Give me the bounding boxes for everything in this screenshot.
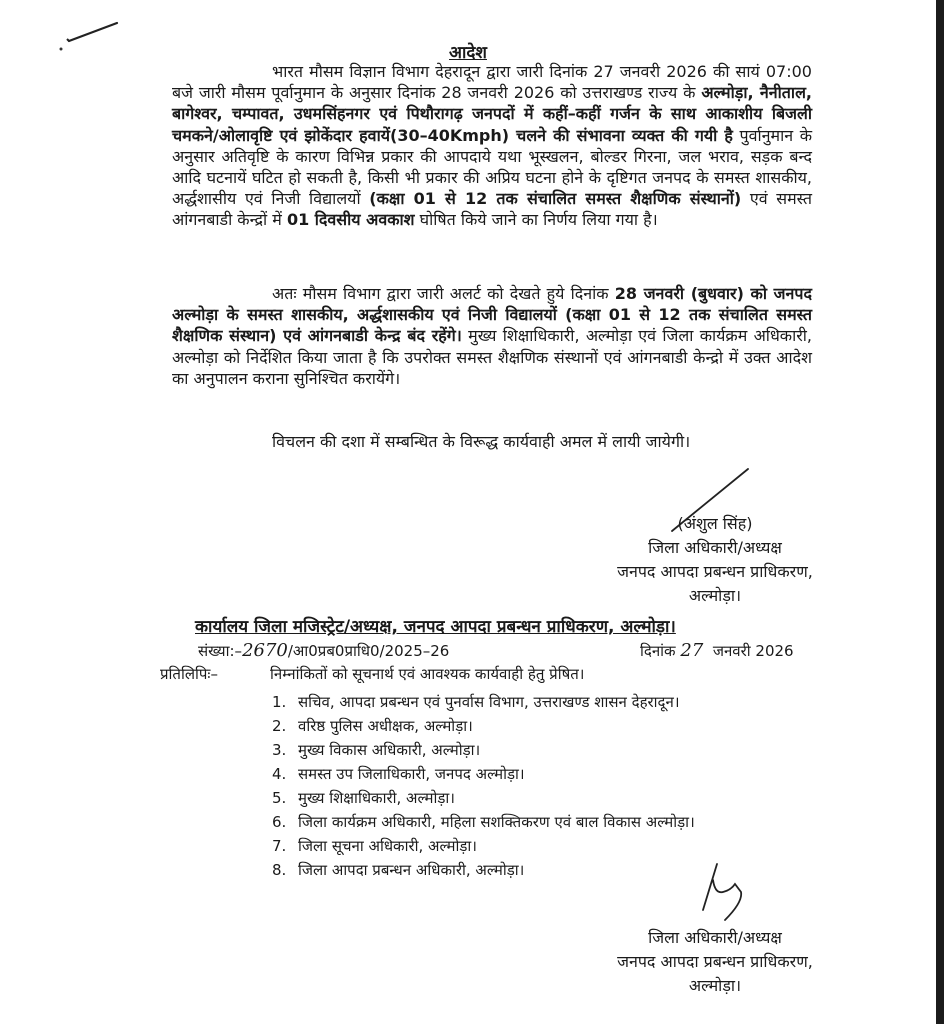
- signatory-place: अल्मोड़ा।: [688, 976, 742, 995]
- signatory-designation: जिला अधिकारी/अध्यक्ष: [648, 928, 782, 947]
- order-paragraph-1: भारत मौसम विज्ञान विभाग देहरादून द्वारा जारी दिनांक 27 जनवरी 2026 की सायं 07:00 बजे जारी मौसम पूर्वानुमान के अनुसार दिनांक 28 जनवरी 2026 को उत्तराखण्ड राज्य के अल्मोड़ा, नैनीताल, बागेश्वर, चम्पावत, उधमसिंहनगर एवं पिथौरागढ़ जनपदों में कहीं–कहीं गर्जन के साथ आकाशीय बिजली चमकने/ओलावृष्टि एवं झोकेंदार हवायें(30–40Kmph) चलने की संभावना व्यक्त की गयी है पुर्वानुमान के अनुसार अतिवृष्टि के कारण विभिन्न प्रकार की आपदाये यथा भूस्खलन, बोल्डर गिरना, जल भराव, सड़क बन्द आदि घटनायें घटित हो सकती है, किसी भी प्रकार की अप्रिय घटना होने के दृष्टिगत जनपद के समस्त शासकीय, अर्द्धशासीय एवं निजी विद्यालयों (कक्षा 01 से 12 तक संचालित समस्त शैक्षणिक संस्थानों) एवं समस्त आंगनबाडी केन्द्रों में 01 दिवसीय अवकाश घोषित किये जाने का निर्णय लिया गया है।: [172, 62, 812, 230]
- order-paragraph-2: अतः मौसम विभाग द्वारा जारी अलर्ट को देखते हुये दिनांक 28 जनवरी (बुधवार) को जनपद अल्मोड़ा के समस्त शासकीय, अर्द्धशासकीय एवं निजी विद्यालयों (कक्षा 01 से 12 तक संचालित समस्त शैक्षणिक संस्थान) एवं आंगनबाडी केन्द्र बंद रहेंगे। मुख्य शिक्षाधिकारी, अल्मोड़ा एवं जिला कार्यक्रम अधिकारी, अल्मोड़ा को निर्देशित किया जाता है कि उपरोक्त समस्त शैक्षणिक संस्थानों एवं आंगनबाडी केन्द्रो में उक्त आदेश का अनुपालन कराना सुनिश्चित करायेंगे।: [172, 284, 812, 388]
- signatory-authority: जनपद आपदा प्रबन्धन प्राधिकरण,: [617, 562, 813, 581]
- reference-number: संख्या:–2670/आ0प्रब0प्राधि0/2025–26: [198, 640, 450, 661]
- office-heading: कार्यालय जिला मजिस्ट्रेट/अध्यक्ष, जनपद आपदा प्रबन्धन प्राधिकरण, अल्मोड़ा।: [195, 617, 676, 637]
- recipient-item: 8. जिला आपदा प्रबन्धन अधिकारी, अल्मोड़ा।: [272, 861, 525, 879]
- signatory-authority: जनपद आपदा प्रबन्धन प्राधिकरण,: [617, 952, 813, 971]
- recipient-item: 6. जिला कार्यक्रम अधिकारी, महिला सशक्तिकरण एवं बाल विकास अल्मोड़ा।: [272, 813, 695, 831]
- signature-initials: [695, 862, 755, 924]
- recipient-item: 3. मुख्य विकास अधिकारी, अल्मोड़ा।: [272, 741, 481, 759]
- recipient-list: [272, 690, 695, 882]
- order-paragraph-3: विचलन की दशा में सम्बन्धित के विरूद्ध कार्यवाही अमल में लायी जायेगी।: [272, 432, 691, 451]
- scan-edge: [936, 0, 944, 1024]
- recipient-item: 1. सचिव, आपदा प्रबन्धन एवं पुनर्वास विभाग, उत्तराखण्ड शासन देहरादून।: [272, 693, 680, 711]
- signatory-place: अल्मोड़ा।: [688, 586, 742, 605]
- recipient-item: 4. समस्त उप जिलाधिकारी, जनपद अल्मोड़ा।: [272, 765, 525, 783]
- copy-intro: निम्नांकितों को सूचनार्थ एवं आवश्यक कार्यवाही हेतु प्रेषित।: [270, 665, 585, 683]
- recipient-item: 7. जिला सूचना अधिकारी, अल्मोड़ा।: [272, 837, 477, 855]
- handwritten-number: 2670: [242, 640, 288, 661]
- signatory-block-1: [575, 512, 855, 608]
- handwritten-day: 27: [680, 640, 704, 661]
- copy-label: प्रतिलिपिः–: [160, 665, 218, 683]
- signatory-block-2: [575, 926, 855, 998]
- recipient-item: 5. मुख्य शिक्षाधिकारी, अल्मोड़ा।: [272, 789, 455, 807]
- reference-date: दिनांक 27 जनवरी 2026: [640, 640, 794, 661]
- order-title: आदेश: [449, 43, 487, 63]
- signatory-designation: जिला अधिकारी/अध्यक्ष: [648, 538, 782, 557]
- recipient-item: 2. वरिष्ठ पुलिस अधीक्षक, अल्मोड़ा।: [272, 717, 473, 735]
- signatory-name: (अंशुल सिंह): [677, 514, 753, 533]
